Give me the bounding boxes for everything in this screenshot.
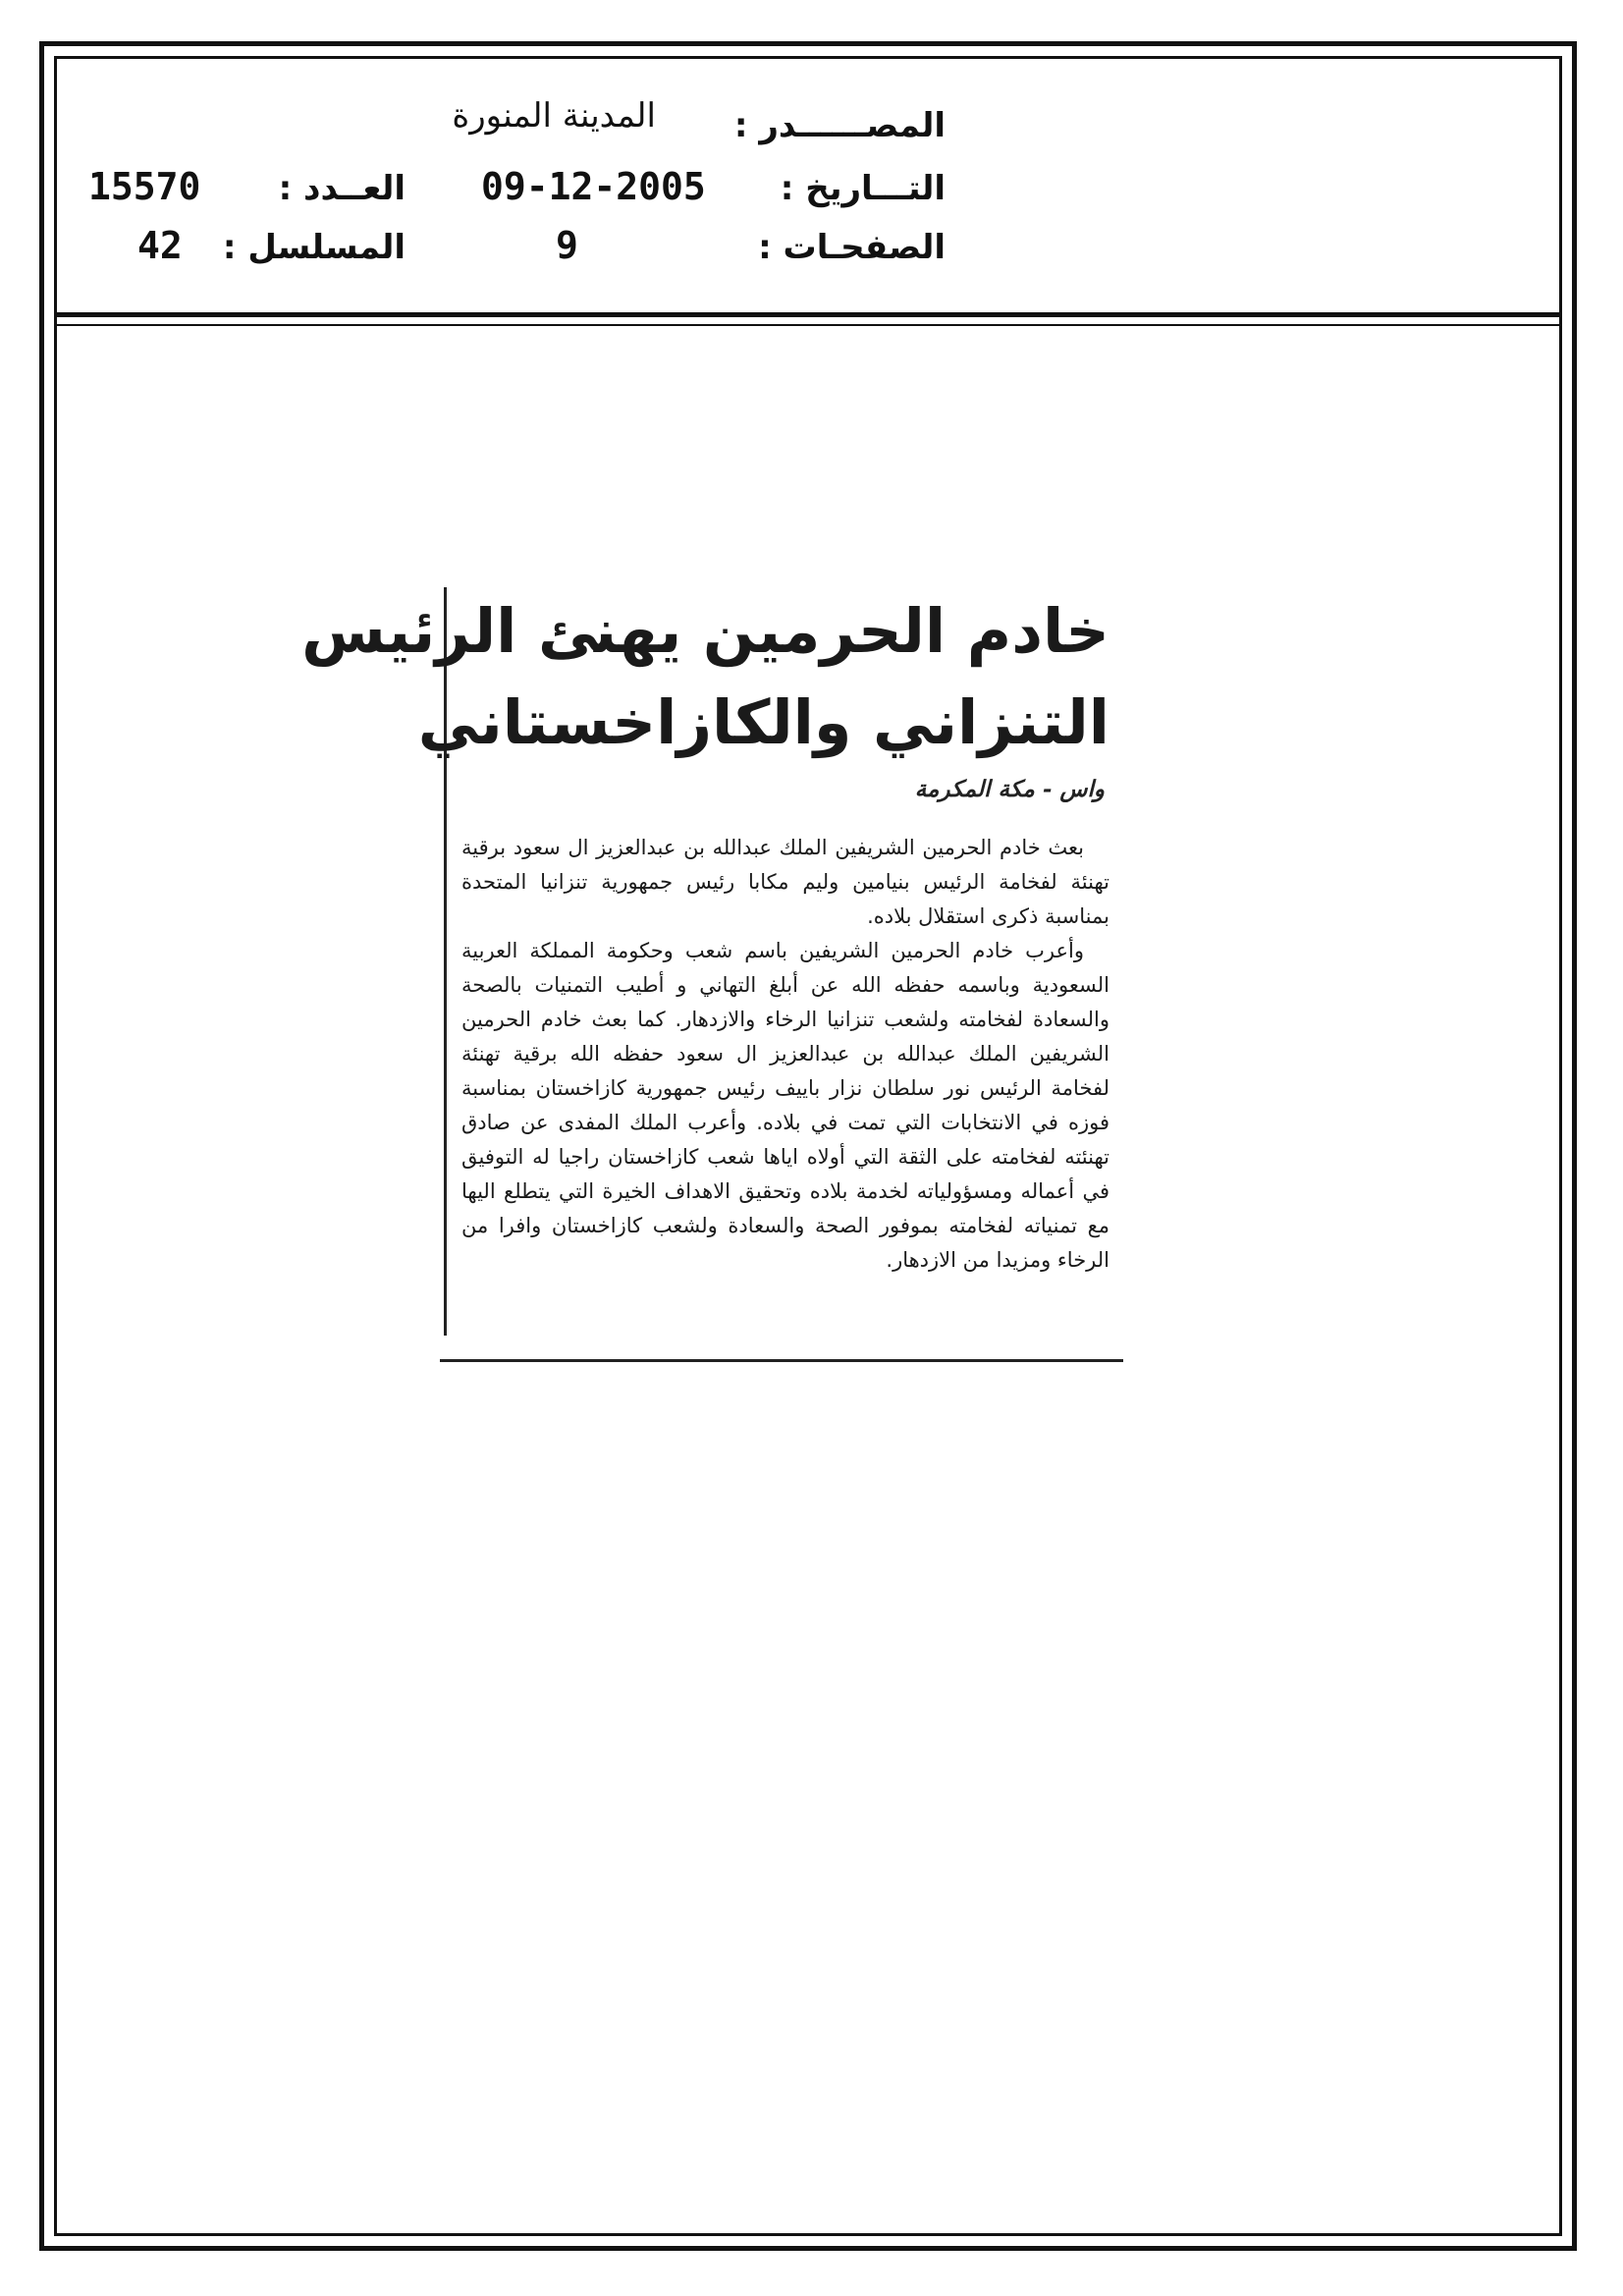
serial-label: المسلسل : bbox=[222, 228, 406, 267]
header-separator-thick bbox=[54, 312, 1562, 317]
article-paragraph-2: وأعرب خادم الحرمين الشريفين باسم شعب وحكومة المملكة العربية السعودية وباسمه حفظه الله عن أبلغ التهاني و أطيب التمنيات بالصحة والسعادة لفخامته ولشعب تنزانيا الرخاء والازدهار. كما بعث خادم الحرمين الشريفين الملك عبدالله بن عبدالعزيز ال سعود حفظه الله برقية تهنئة لفخامة الرئيس نور سلطان نزار باييف رئيس جمهورية كازاخستان بمناسبة فوزه في الانتخابات التي تمت في بلاده. وأعرب الملك المفدى عن صادق تهنئته لفخامته على الثقة التي أولاه اياها شعب كازاخستان راجيا له التوفيق في أعماله ومسؤولياته لخدمة بلاده وتحقيق الاهداف الخيرة التي يتطلع اليها مع تمنياته لفخامته بموفور الصحة والسعادة ولشعب كازاخستان وافرا من الرخاء ومزيدا من الازدهار. bbox=[461, 939, 1109, 1272]
article-paragraph-1: بعث خادم الحرمين الشريفين الملك عبدالله بن عبدالعزيز ال سعود برقية تهنئة لفخامة الرئيس بنيامين وليم مكابا رئيس جمهورية تنزانيا المتحدة بمناسبة ذكرى استقلال بلاده. bbox=[461, 836, 1109, 928]
source-value: المدينة المنورة bbox=[452, 96, 656, 136]
issue-value: 15570 bbox=[88, 165, 201, 208]
source-label: المصــــــدر : bbox=[733, 106, 946, 145]
issue-label: العــدد : bbox=[278, 169, 406, 208]
headline-line-2: التنزاني والكازاخستاني bbox=[417, 686, 1109, 758]
pages-label: الصفحـات : bbox=[758, 228, 946, 267]
serial-value: 42 bbox=[137, 224, 183, 267]
article-body bbox=[461, 831, 1109, 1278]
headline-line-1: خادم الحرمين يهنئ الرئيس bbox=[301, 595, 1109, 667]
date-label: التـــاريخ : bbox=[780, 169, 946, 208]
article-bottom-rule bbox=[440, 1359, 1123, 1362]
date-value: 09-12-2005 bbox=[481, 165, 706, 208]
header-separator-thin bbox=[54, 324, 1562, 326]
article-dateline: واس - مكة المكرمة bbox=[914, 776, 1105, 802]
pages-value: 9 bbox=[556, 224, 578, 267]
